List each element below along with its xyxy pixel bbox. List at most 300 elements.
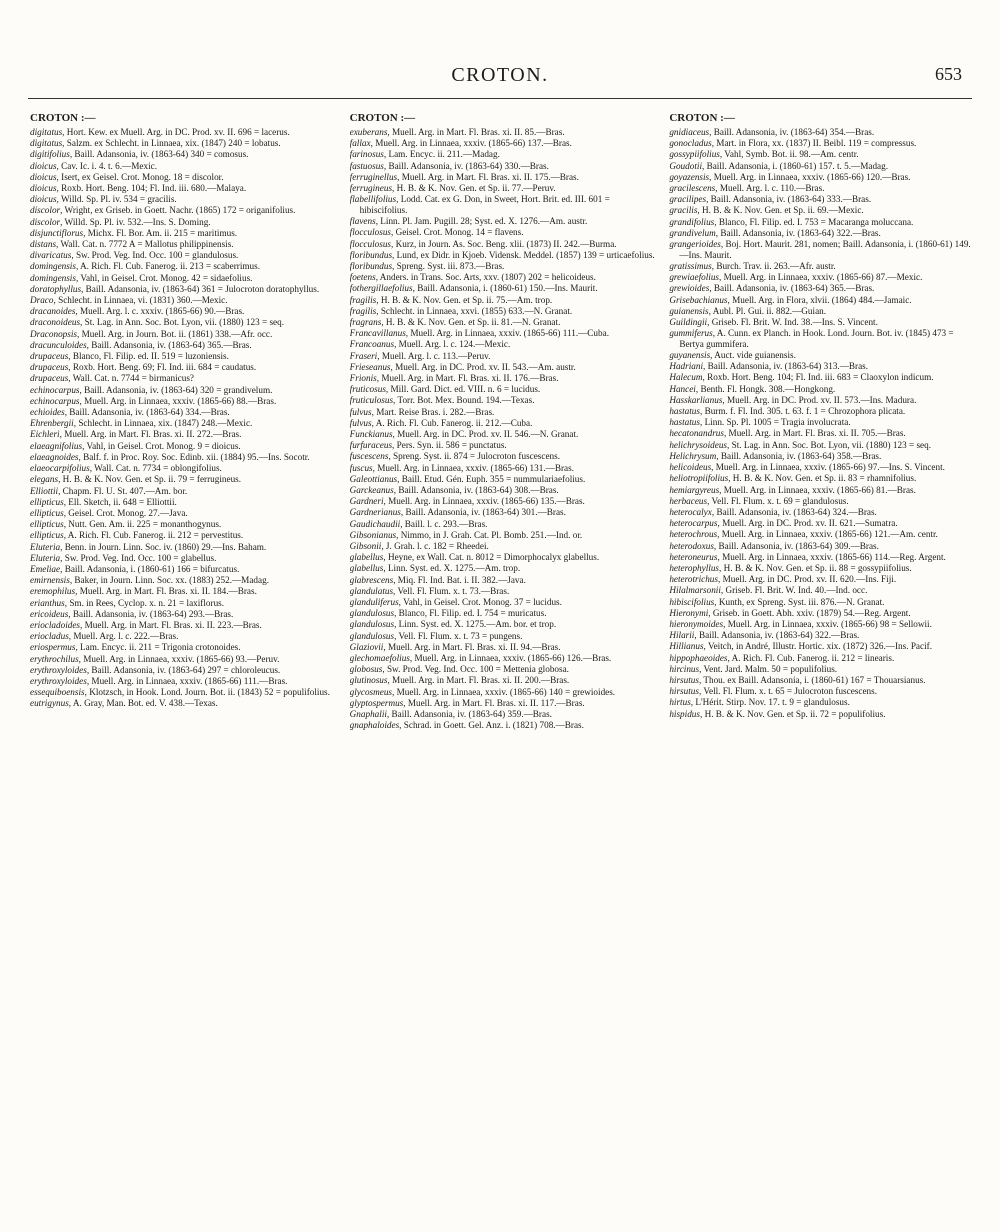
entry-citation: , St. Lag. in Ann. Soc. Bot. Lyon, vii. (1880) 123 = seq. <box>80 317 285 328</box>
entry-citation: , Muell. Arg. in Mart. Fl. Bras. xi. II. 85.—Bras. <box>387 127 565 137</box>
entry-citation: , Nutt. Gen. Am. ii. 225 = monanthogynus. <box>63 519 222 530</box>
species-name: Hancei <box>669 383 696 394</box>
entry-citation: , Muell. Arg. l. c. xxxiv. (1865-66) 90.—Bras. <box>75 306 245 317</box>
entry-citation: , Chapm. Fl. U. St. 407.—Am. bor. <box>58 485 188 496</box>
species-name: gossypiifolius <box>669 149 720 160</box>
index-entry <box>669 585 975 596</box>
entry-citation: , Nimmo, in J. Grah. Cat. Pl. Bomb. 251.—Ind. or. <box>396 529 583 540</box>
species-name: dioicus <box>30 183 57 194</box>
index-entry <box>669 406 975 417</box>
entry-citation: , Muell. Arg. in Mart. Fl. Bras. xi. II. 94.—Bras. <box>383 641 561 652</box>
index-entry <box>350 127 656 138</box>
entry-citation: , Schlecht. in Linnaea, xix. (1847) 248.—Mexic. <box>73 418 253 429</box>
species-name: domingensis <box>30 272 76 283</box>
index-entry <box>30 385 336 396</box>
species-name: heliotropiifolius <box>669 473 729 484</box>
species-name: gratissimus <box>669 260 712 271</box>
index-entry <box>350 429 656 440</box>
index-entry <box>669 552 975 563</box>
index-entry <box>350 239 656 250</box>
index-entry <box>30 564 336 575</box>
index-entry <box>669 641 975 652</box>
index-entry <box>669 597 975 608</box>
entry-citation: , Baill. Adansonia, i. (1860-61) 150.—Ins. Maurit. <box>412 283 598 294</box>
index-entry <box>350 407 656 418</box>
index-entry <box>669 384 975 395</box>
index-entry <box>30 586 336 597</box>
index-entry <box>669 496 975 507</box>
index-entry <box>350 698 656 709</box>
species-name: Frionis <box>349 372 377 383</box>
species-name: gracilis <box>669 205 698 216</box>
entry-citation: , Auct. vide guianensis. <box>710 350 796 361</box>
entry-citation: , A. Gray, Man. Bot. ed. V. 438.—Texas. <box>68 698 218 709</box>
index-entry <box>350 272 656 283</box>
index-entry <box>669 361 975 372</box>
entry-citation: , Vell. Fl. Flum. x. t. 69 = glandulosus. <box>707 495 849 506</box>
index-entry <box>669 172 975 183</box>
index-entry <box>350 496 656 507</box>
entry-citation: , Anders. in Trans. Soc. Arts, xxv. (1807) 202 = helicoideus. <box>375 272 596 283</box>
entry-citation: , Muell. Arg. in Linnaea, xxxiv. (1865-66) 131.—Bras. <box>372 462 574 473</box>
species-name: Fraseri <box>349 350 378 361</box>
species-name: Funckianus <box>349 428 393 439</box>
entry-citation: , Willd. Sp. Pl. iv. 534 = gracilis. <box>56 194 177 205</box>
species-name: grewiaefolius <box>669 272 720 283</box>
index-entry <box>350 530 656 541</box>
index-entry <box>30 172 336 183</box>
index-entry <box>669 127 975 138</box>
species-name: Hillianus <box>669 641 704 652</box>
column-1 <box>30 112 336 1217</box>
species-name: Draconopsis <box>30 328 77 339</box>
entry-citation: , Blanco, Fl. Filip. ed. I. 754 = muricatus. <box>394 608 547 619</box>
index-entry <box>669 239 975 260</box>
index-entry <box>30 654 336 665</box>
entry-citation: , Spreng. Syst. iii. 873.—Bras. <box>392 260 505 271</box>
species-name: exuberans <box>349 127 388 137</box>
index-entry <box>30 542 336 553</box>
index-entry <box>350 552 656 563</box>
index-entry <box>30 329 336 340</box>
species-name: dioicus <box>30 171 57 182</box>
species-name: glandulatus <box>349 585 394 596</box>
species-name: globosus <box>349 664 383 675</box>
entry-citation: , Baill. Adansonia, iv. (1863-64) 365.—Bras. <box>709 283 875 294</box>
species-name: eremophilus <box>30 586 76 597</box>
species-name: floribundus <box>349 249 393 260</box>
index-entry <box>350 463 656 474</box>
species-name: Gnaphalii <box>349 709 387 720</box>
entry-citation: , Benn. in Journ. Linn. Soc. iv. (1860) 29.—Ins. Baham. <box>60 541 267 552</box>
species-name: glutinosus <box>349 675 388 686</box>
index-entry <box>30 519 336 530</box>
entry-citation: , Griseb. Fl. Brit. W. Ind. 40.—Ind. occ. <box>720 585 868 596</box>
running-head <box>0 62 1000 92</box>
entry-citation: , Baill. Adansonia, iv. (1863-64) 293.—Bras. <box>68 608 234 619</box>
entry-citation: , Muell. Arg. l. c. 110.—Bras. <box>715 183 825 194</box>
entry-citation: , Baill. Adansonia, iv. (1863-64) 359.—Bras. <box>386 709 552 720</box>
species-name: glandulosus <box>349 608 395 619</box>
entry-citation: , Baill. Adansonia, iv. (1863-64) 297 = chloroleucus. <box>86 664 281 675</box>
index-entry <box>669 686 975 697</box>
species-name: ericoideus <box>30 608 69 619</box>
index-entry <box>30 183 336 194</box>
species-name: Elliottii <box>30 485 59 496</box>
index-entry <box>669 630 975 641</box>
index-entry <box>30 687 336 698</box>
species-name: dracunculoides <box>30 339 87 350</box>
species-name: digitifolius <box>30 149 70 160</box>
index-entry <box>669 372 975 383</box>
index-entry <box>30 620 336 631</box>
index-entry <box>30 217 336 228</box>
species-name: Grisebachianus <box>669 294 728 305</box>
species-name: echinocarpus <box>30 384 80 395</box>
entry-citation: , J. Grah. l. c. 182 = Rheedei. <box>381 541 489 552</box>
index-entry <box>669 529 975 540</box>
entry-citation: , Baill. Adansonia, iv. (1863-64) 324.—Bras. <box>711 506 877 517</box>
entry-citation: , Griseb. in Goett. Abh. xxiv. (1879) 54.—Reg. Argent. <box>708 607 911 618</box>
entry-citation: , Cav. Ic. i. 4. t. 6.—Mexic. <box>56 160 157 171</box>
index-entry <box>669 451 975 462</box>
index-entry <box>669 462 975 473</box>
entry-citation: , Baill. Adansonia, i. (1860-61) 157. t. 5.—Madag. <box>702 160 889 171</box>
index-entry <box>30 575 336 586</box>
species-name: hirsutus <box>669 674 699 685</box>
species-name: fruticulosus <box>349 395 394 406</box>
species-name: Gibsonianus <box>349 529 397 540</box>
species-name: Goudotii <box>669 160 702 171</box>
index-entry <box>30 598 336 609</box>
species-name: heterophyllus <box>669 562 719 573</box>
species-name: ellipticus <box>30 507 64 518</box>
index-entry <box>30 698 336 709</box>
entry-citation: , Muell. Arg. in Linnaea, xxxiv. (1865-66) 137.—Bras. <box>370 138 572 149</box>
species-name: Hieronymi <box>669 607 709 618</box>
index-entry <box>30 486 336 497</box>
species-name: ferrugineus <box>349 183 393 194</box>
index-entry <box>30 194 336 205</box>
species-name: Hadriani <box>669 361 704 372</box>
index-entry <box>669 261 975 272</box>
entry-citation: , A. Rich. Fl. Cub. Fanerog. ii. 212 = linearis. <box>727 652 895 663</box>
species-name: eutrigynus <box>30 698 69 709</box>
index-entry <box>350 474 656 485</box>
entry-citation: , Isert, ex Geisel. Crot. Monog. 18 = discolor. <box>56 171 224 182</box>
species-name: heterochrous <box>669 529 718 540</box>
index-entry <box>350 608 656 619</box>
index-entry <box>350 283 656 294</box>
index-entry <box>30 407 336 418</box>
species-name: guianensis <box>669 305 709 316</box>
entry-citation: , Vell. Fl. Flum. x. t. 73 = pungens. <box>394 630 523 641</box>
entry-citation: , Muell. Arg. in Linnaea, xxxiv. (1865-66) 88.—Bras. <box>79 395 277 406</box>
entry-citation: , Baill. Adansonia, iv. (1863-64) 309.—Bras. <box>713 540 879 551</box>
species-name: hemiargyreus <box>669 484 720 495</box>
index-entry <box>30 261 336 272</box>
index-entry <box>669 574 975 585</box>
index-entry <box>669 563 975 574</box>
index-entry <box>350 161 656 172</box>
entry-citation: , Kunth, ex Spreng. Syst. iii. 876.—N. Granat. <box>714 596 885 607</box>
species-name: grangerioides <box>669 239 721 250</box>
index-entry <box>30 373 336 384</box>
species-name: hippophaeoides <box>669 652 728 663</box>
entry-citation: , Ell. Sketch, ii. 648 = Elliottii. <box>63 496 177 507</box>
entry-citation: , Muell. Arg. in Linnaea, xxxiv. (1865-66) 93.—Peruv. <box>78 653 280 664</box>
index-entry <box>669 328 975 349</box>
entry-citation: , Muell. Arg. in DC. Prod. xv. II. 543.—Am. austr. <box>390 361 576 372</box>
species-name: Gaudichaudii <box>349 518 401 529</box>
species-name: ellipticus <box>30 519 64 530</box>
index-entry <box>350 642 656 653</box>
species-name: erythroxyloides <box>30 664 87 675</box>
index-entry <box>30 474 336 485</box>
index-entry <box>30 351 336 362</box>
species-name: drupaceus <box>30 373 69 384</box>
entry-citation: , Geisel. Crot. Monog. 27.—Java. <box>63 507 188 518</box>
index-entry <box>30 508 336 519</box>
index-entry <box>30 127 336 138</box>
species-name: flocculosus <box>349 227 391 238</box>
entry-citation: , Muell. Arg. in Linnaea, xxxiv. (1865-66) 111.—Cuba. <box>405 328 609 339</box>
entry-citation: , A. Cunn. ex Planch. in Hook. Lond. Journ. Bot. iv. (1845) 473 = Bertya gummifera. <box>679 328 954 349</box>
index-entry <box>30 205 336 216</box>
index-entry <box>350 519 656 530</box>
index-entry <box>350 418 656 429</box>
entry-citation: , Baker, in Journ. Linn. Soc. xx. (1883) 252.—Madag. <box>69 575 269 586</box>
index-entry <box>30 250 336 261</box>
entry-list <box>669 127 975 719</box>
species-name: fastuosus <box>349 160 384 171</box>
index-entry <box>30 396 336 407</box>
entry-citation: , Baill. Adansonia, i. (1860-61) 166 = bifurcatus. <box>60 563 240 574</box>
entry-citation: , Burm. f. Fl. Ind. 305. t. 63. f. 1 = Chrozophora plicata. <box>699 406 906 417</box>
species-name: flavens <box>349 216 376 227</box>
index-entry <box>669 675 975 686</box>
index-entry <box>350 485 656 496</box>
entry-citation: , Veitch, in André, Illustr. Hortic. xix. (1872) 326.—Ins. Pacif. <box>703 641 932 652</box>
species-name: heterotrichus <box>669 574 718 585</box>
index-entry <box>350 328 656 339</box>
species-name: digitatus <box>30 127 63 137</box>
entry-citation: , Linn. Syst. ed. X. 1275.—Am. bor. et trop. <box>394 619 557 630</box>
species-name: fragilis <box>349 305 377 316</box>
index-entry <box>350 227 656 238</box>
species-name: essequiboensis <box>30 687 85 698</box>
index-entry <box>350 395 656 406</box>
entry-citation: , Muell. Arg. in DC. Prod. xv. II. 573.—Ins. Madura. <box>722 394 917 405</box>
species-name: erythroxyloides <box>30 675 87 686</box>
species-name: glechomaefolius <box>349 653 410 664</box>
species-name: draconoideus <box>30 317 81 328</box>
species-name: divaricatus <box>30 250 72 261</box>
species-name: Hilalmarsonii <box>669 585 721 596</box>
species-name: dracanoides <box>30 306 76 317</box>
header-rule <box>28 98 972 99</box>
species-name: grandifolius <box>669 216 715 227</box>
entry-citation: , Muell. Arg. in Linnaea, xxxiv. (1865-66) 140 = grewioides. <box>392 686 616 697</box>
index-entry <box>350 575 656 586</box>
entry-citation: , Wall. Cat. n. 7772 A = Mallotus philippinensis. <box>56 239 234 250</box>
entry-citation: , Muell. Arg. in DC. Prod. xv. II. 546.—N. Granat. <box>392 428 579 439</box>
species-name: fulvus <box>349 406 372 417</box>
index-entry <box>30 161 336 172</box>
species-name: glandulosus <box>349 619 395 630</box>
index-entry <box>350 149 656 160</box>
species-name: Draco <box>30 295 54 306</box>
entry-citation: , Muell. Arg. in Linnaea, xxxiv. (1865-66) 111.—Bras. <box>86 675 288 686</box>
entry-citation: , Roxb. Hort. Beng. 69; Fl. Ind. iii. 684 = caudatus. <box>68 362 257 373</box>
entry-citation: , Vent. Jard. Malm. 50 = populifolius. <box>699 663 838 674</box>
entry-citation: , Baill. Adansonia, iv. (1863-64) 365.—Bras. <box>86 339 252 350</box>
species-name: Frieseanus <box>349 361 391 372</box>
species-name: eriocladoides <box>30 619 81 630</box>
entry-citation: , Muell. Arg. in Mart. Fl. Bras. xi. II. 200.—Bras. <box>387 675 570 686</box>
entry-citation: , Lund, ex Didr. in Kjoeb. Vidensk. Meddel. (1857) 139 = urticaefolius. <box>392 249 655 260</box>
entry-citation: , Lodd. Cat. ex G. Don, in Sweet, Hort. Brit. ed. III. 601 = hibiscifolius. <box>359 194 610 215</box>
species-name: flocculosus <box>349 238 391 249</box>
entry-list <box>30 127 336 709</box>
entry-citation: , Muell. Arg. in DC. Prod. xv. II. 620.—Ins. Fiji. <box>717 574 897 585</box>
entry-citation: , H. B. & K. Nov. Gen. et Sp. ii. 69.—Mexic. <box>697 205 864 216</box>
entry-citation: , Hort. Kew. ex Muell. Arg. in DC. Prod. xv. II. 696 = lacerus. <box>62 127 290 137</box>
entry-citation: , Muell. Arg. l. c. 222.—Bras. <box>68 631 179 642</box>
species-name: Halecum <box>669 372 703 383</box>
index-entry <box>350 563 656 574</box>
species-name: hibiscifolius <box>669 596 715 607</box>
index-entry <box>30 553 336 564</box>
species-name: hieronymoides <box>669 618 724 629</box>
entry-citation: , Muell. Arg. in Mart. Fl. Bras. xi. II. 223.—Bras. <box>80 619 262 630</box>
species-name: fallax <box>349 138 371 149</box>
index-entry <box>30 429 336 440</box>
index-entry <box>30 676 336 687</box>
species-name: elaeagnoides <box>30 451 79 462</box>
entry-citation: , Vahl, in Geisel. Crot. Monog. 42 = sidaefolius. <box>75 272 253 283</box>
entry-citation: , Aubl. Pl. Gui. ii. 882.—Guian. <box>708 305 827 316</box>
index-entry <box>30 295 336 306</box>
index-entry <box>350 216 656 227</box>
index-entry <box>669 350 975 361</box>
species-name: gummiferus <box>669 328 713 339</box>
entry-citation: , Vell. Fl. Flum. x. t. 73.—Bras. <box>393 585 510 596</box>
entry-citation: , Muell. Arg. l. c. 124.—Mexic. <box>394 339 511 350</box>
species-name: disjunctiflorus <box>30 227 84 238</box>
index-entry <box>669 194 975 205</box>
index-entry <box>30 317 336 328</box>
species-name: Eluteria <box>30 541 61 552</box>
entry-citation: , Baill. Etud. Gén. Euph. 355 = nummulariaefolius. <box>397 473 586 484</box>
species-name: glabellus <box>349 563 384 574</box>
entry-citation: , Linn. Sp. Pl. 1005 = Tragia involucrata. <box>699 417 851 428</box>
index-entry <box>30 631 336 642</box>
entry-citation: , Blanco, Fl. Filip. ed. I. 753 = Macaranga moluccana. <box>714 216 914 227</box>
index-entry <box>350 373 656 384</box>
index-entry <box>669 417 975 428</box>
entry-citation: , Muell. Arg. in Linnaea, xxxiv. (1865-66) 121.—Am. centr. <box>717 529 938 540</box>
index-entry <box>30 609 336 620</box>
index-entry <box>350 261 656 272</box>
index-entry <box>30 665 336 676</box>
entry-citation: , Linn. Syst. ed. X. 1275.—Am. trop. <box>383 563 521 574</box>
species-name: echinocarpus <box>30 395 80 406</box>
entry-citation: , Baill. Adansonia, iv. (1863-64) 334.—Bras. <box>64 407 230 418</box>
entry-citation: , Geisel. Crot. Monog. 14 = flavens. <box>391 227 524 238</box>
page-number: 653 <box>935 64 962 84</box>
entry-citation: , Muell. Arg. in Mart. Fl. Bras. xi. II. 176.—Bras. <box>376 372 559 383</box>
entry-citation: , Vell. Fl. Flum. x. t. 65 = Julocroton fuscescens. <box>698 686 877 697</box>
entry-citation: , St. Lag. in Ann. Soc. Bot. Lyon, vii. (1880) 123 = seq. <box>727 439 931 450</box>
index-entry <box>350 653 656 664</box>
index-entry <box>350 687 656 698</box>
entry-citation: , Michx. Fl. Bor. Am. ii. 215 = maritimus. <box>83 227 238 238</box>
entry-citation: , Miq. Fl. Ind. Bat. i. II. 382.—Java. <box>393 574 526 585</box>
entry-citation: , L'Hérit. Stirp. Nov. 17. t. 9 = glandulosus. <box>690 697 850 708</box>
species-name: glyptospermus <box>349 697 404 708</box>
entry-list <box>350 127 656 731</box>
entry-citation: , Muell. Arg. in Linnaea, xxxiv. (1865-66) 126.—Bras. <box>409 653 612 664</box>
species-name: erianthus <box>30 597 65 608</box>
index-entry <box>30 497 336 508</box>
entry-citation: , Schlecht. in Linnaea, xxvi. (1855) 633.—N. Granat. <box>376 305 573 316</box>
species-name: guyanensis <box>669 350 711 361</box>
species-name: Francoanus <box>349 339 395 350</box>
entry-citation: , Baill. Adansonia, iv. (1863-64) 333.—Bras. <box>706 194 872 205</box>
page-title: CROTON. <box>451 64 549 86</box>
species-name: fragrans <box>349 316 382 327</box>
species-name: heterodoxus <box>669 540 714 551</box>
index-entry <box>669 283 975 294</box>
species-name: helichrysoideus <box>669 439 727 450</box>
entry-citation: , Baill. Adansonia, iv. (1863-64) 322.—Bras. <box>694 630 860 641</box>
species-name: Eluteria <box>30 552 61 563</box>
species-name: fuscescens <box>349 451 389 462</box>
entry-citation: , A. Rich. Fl. Cub. Fanerog. ii. 212 = pervestitus. <box>63 530 244 541</box>
species-name: hirsutus <box>669 686 699 697</box>
species-name: Glaziovii <box>349 641 384 652</box>
index-entry <box>350 664 656 675</box>
species-name: hastatus <box>669 406 700 417</box>
index-entry <box>350 675 656 686</box>
species-name: echioides <box>30 407 65 418</box>
species-name: ferruginellus <box>349 171 398 182</box>
species-name: Ehrenbergii <box>30 418 74 429</box>
entry-citation: , Baill. Adansonia, iv. (1863-64) 301.—Bras. <box>400 507 566 518</box>
species-name: Helichrysum <box>669 450 717 461</box>
species-name: Gibsonii <box>349 541 382 552</box>
entry-citation: , Vahl, in Geisel. Crot. Monog. 37 = lucidus. <box>398 597 562 608</box>
entry-citation: , Baill. Adansonia, iv. (1863-64) 308.—Bras. <box>393 485 559 495</box>
species-name: Eichleri <box>30 429 60 440</box>
entry-citation: , Benth. Fl. Hongk. 308.—Hongkong. <box>695 383 836 394</box>
species-name: hecatonandrus <box>669 428 724 439</box>
entry-citation: , Baill. Adansonia, iv. (1863-64) 354.—Bras. <box>709 127 875 137</box>
entry-citation: , Wall. Cat. n. 7744 = birmanicus? <box>68 373 195 384</box>
species-name: Hilarii <box>669 630 695 641</box>
entry-citation: , Muell. Arg. in Linnaea, xxxiv. (1865-66) 87.—Mexic. <box>719 272 923 283</box>
entry-citation: , Klotzsch, in Hook. Lond. Journ. Bot. ii. (1843) 52 = populifolius. <box>84 687 330 698</box>
species-name: floribundus <box>349 260 393 271</box>
entry-citation: , Lam. Encyc. ii. 211.—Madag. <box>383 149 500 160</box>
species-name: Gardnerianus <box>349 507 401 518</box>
species-name: Garckeanus <box>349 485 394 495</box>
species-name: hirtus <box>669 697 691 708</box>
entry-citation: , Torr. Bot. Mex. Bound. 194.—Texas. <box>393 395 535 406</box>
entry-citation: , H. B. & K. Nov. Gen. et Sp. ii. 79 = ferrugineus. <box>58 474 242 485</box>
index-entry <box>669 395 975 406</box>
